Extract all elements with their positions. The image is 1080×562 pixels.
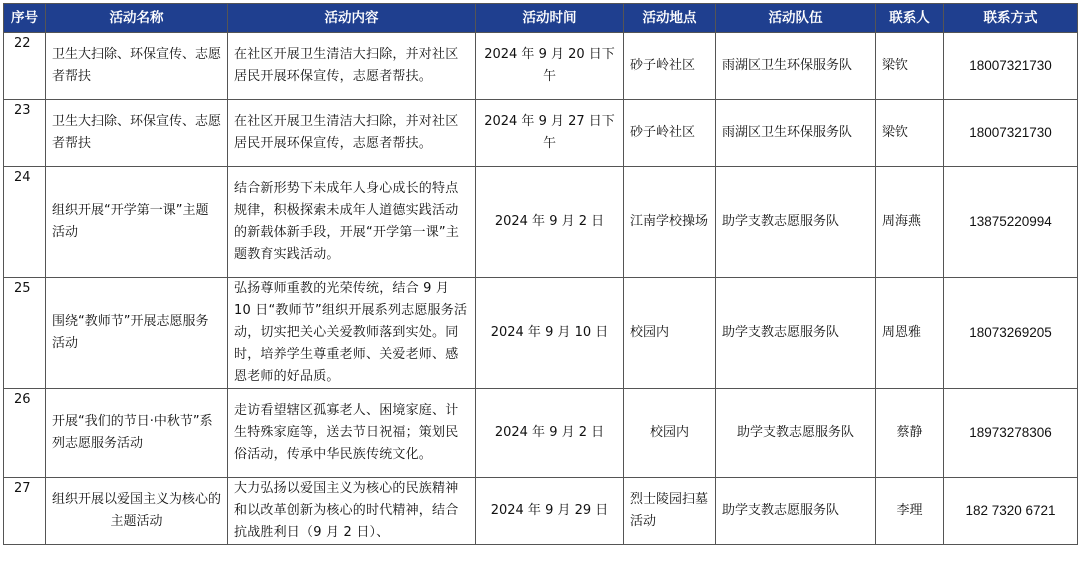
cell-content: 大力弘扬以爱国主义为核心的民族精神和以改革创新为核心的时代精神，结合抗战胜利日（9 月 2 日）、 [228,478,476,545]
cell-name: 组织开展“开学第一课”主题活动 [46,167,228,278]
cell-name: 卫生大扫除、环保宣传、志愿者帮扶 [46,100,228,167]
cell-phone: 13875220994 [944,167,1078,278]
cell-team: 雨湖区卫生环保服务队 [716,33,876,100]
cell-phone: 18073269205 [944,278,1078,389]
cell-seq: 27 [4,478,46,545]
table-row [4,167,1078,278]
header-place: 活动地点 [624,4,716,33]
cell-content: 在社区开展卫生清洁大扫除，并对社区居民开展环保宣传，志愿者帮扶。 [228,100,476,167]
cell-place: 校园内 [624,278,716,389]
activity-table [3,3,1078,545]
cell-content: 弘扬尊师重教的光荣传统，结合 9 月 10 日“教师节”组织开展系列志愿服务活动，切实把关心关爱教师落到实处。同时，培养学生尊重老师、关爱老师、感恩老师的好品质。 [228,278,476,389]
cell-time: 2024 年 9 月 27 日下午 [476,100,624,167]
cell-name: 卫生大扫除、环保宣传、志愿者帮扶 [46,33,228,100]
cell-content: 在社区开展卫生清洁大扫除，并对社区居民开展环保宣传，志愿者帮扶。 [228,33,476,100]
cell-team: 助学支教志愿服务队 [716,167,876,278]
cell-phone: 18007321730 [944,33,1078,100]
header-name: 活动名称 [46,4,228,33]
cell-contact: 蔡静 [876,389,944,478]
cell-content: 结合新形势下未成年人身心成长的特点规律，积极探索未成年人道德实践活动的新载体新手段，开展“开学第一课”主题教育实践活动。 [228,167,476,278]
cell-name: 组织开展以爱国主义为核心的主题活动 [46,478,228,545]
cell-contact: 周海燕 [876,167,944,278]
cell-team: 雨湖区卫生环保服务队 [716,100,876,167]
header-contact: 联系人 [876,4,944,33]
header-phone: 联系方式 [944,4,1078,33]
cell-place: 江南学校操场 [624,167,716,278]
cell-name: 围绕“教师节”开展志愿服务活动 [46,278,228,389]
cell-seq: 22 [4,33,46,100]
table-row [4,389,1078,478]
cell-team: 助学支教志愿服务队 [716,478,876,545]
table-header-row [4,4,1078,33]
cell-place: 砂子岭社区 [624,100,716,167]
cell-contact: 梁钦 [876,33,944,100]
cell-contact: 梁钦 [876,100,944,167]
table-row [4,100,1078,167]
cell-phone: 182 7320 6721 [944,478,1078,545]
cell-content: 走访看望辖区孤寡老人、困境家庭、计生特殊家庭等，送去节日祝福；策划民俗活动，传承中华民族传统文化。 [228,389,476,478]
header-team: 活动队伍 [716,4,876,33]
cell-contact: 李理 [876,478,944,545]
cell-place: 校园内 [624,389,716,478]
cell-name: 开展“我们的节日·中秋节”系列志愿服务活动 [46,389,228,478]
cell-time: 2024 年 9 月 10 日 [476,278,624,389]
table-row [4,33,1078,100]
cell-seq: 23 [4,100,46,167]
cell-time: 2024 年 9 月 29 日 [476,478,624,545]
cell-contact: 周恩雅 [876,278,944,389]
cell-phone: 18973278306 [944,389,1078,478]
cell-place: 烈士陵园扫墓活动 [624,478,716,545]
cell-time: 2024 年 9 月 2 日 [476,389,624,478]
table-row [4,478,1078,545]
cell-team: 助学支教志愿服务队 [716,278,876,389]
cell-team: 助学支教志愿服务队 [716,389,876,478]
header-time: 活动时间 [476,4,624,33]
cell-seq: 24 [4,167,46,278]
cell-seq: 26 [4,389,46,478]
cell-place: 砂子岭社区 [624,33,716,100]
table-row [4,278,1078,389]
cell-time: 2024 年 9 月 20 日下午 [476,33,624,100]
cell-time: 2024 年 9 月 2 日 [476,167,624,278]
header-seq: 序号 [4,4,46,33]
cell-phone: 18007321730 [944,100,1078,167]
cell-seq: 25 [4,278,46,389]
header-content: 活动内容 [228,4,476,33]
